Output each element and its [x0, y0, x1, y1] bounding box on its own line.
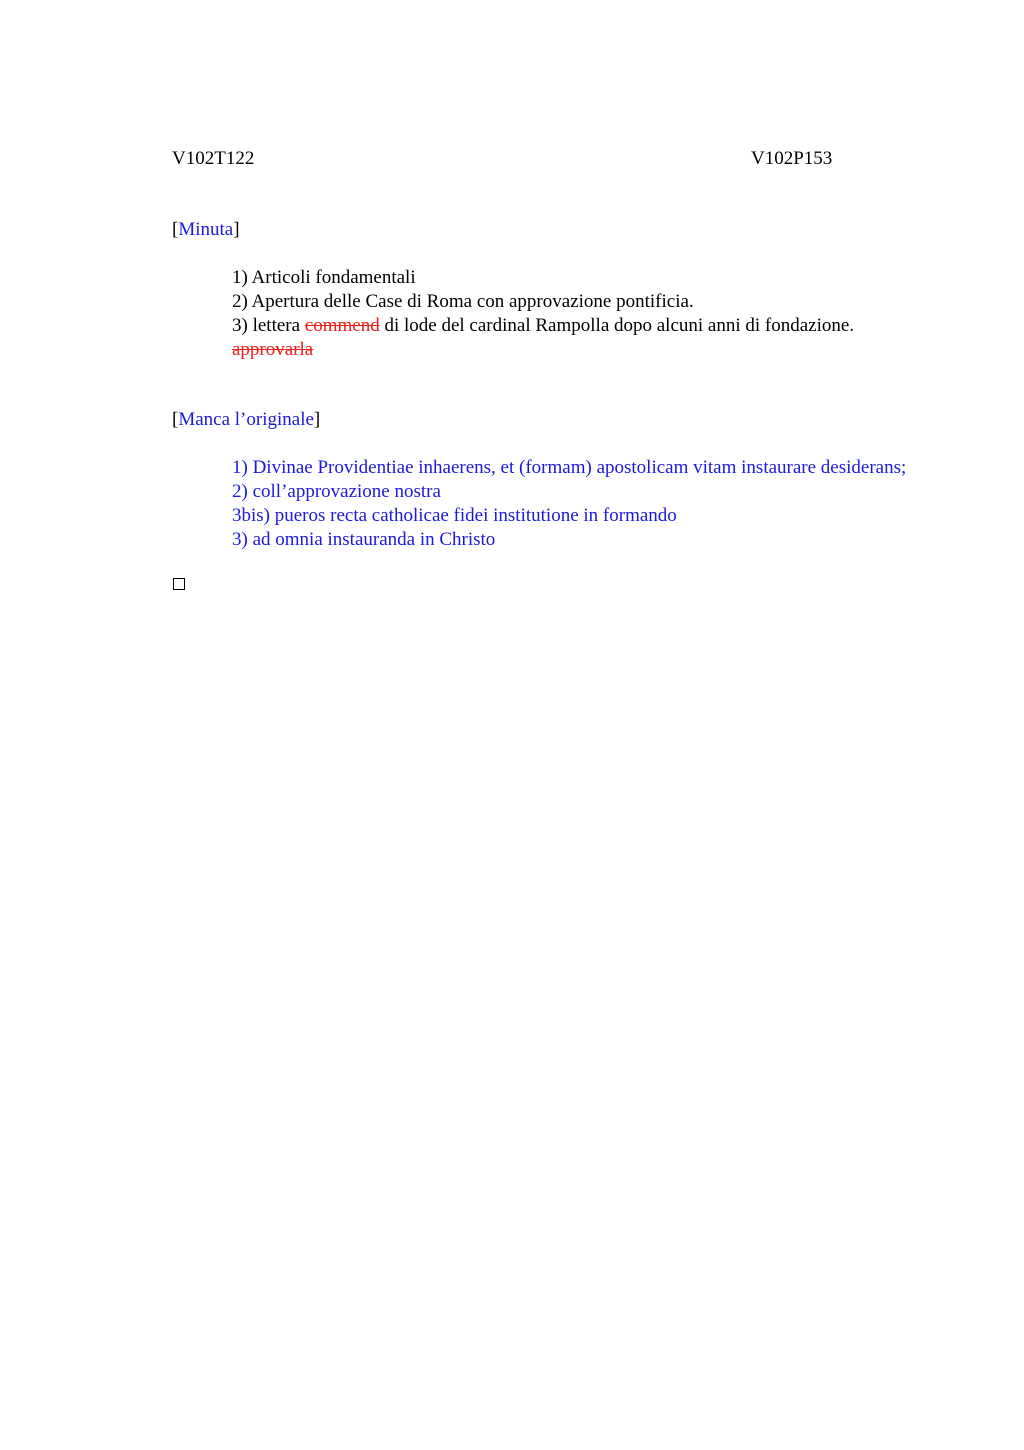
- originale-heading: [172, 408, 320, 432]
- originale-label: Manca l’originale: [178, 409, 314, 430]
- originale-item-3bis: 3bis) pueros recta catholicae fidei institutione in formando: [232, 505, 677, 526]
- bracket-close: ]: [233, 219, 240, 240]
- minuta-item-3: [172, 314, 932, 338]
- deleted-line: [172, 338, 932, 362]
- minuta-item-3-end: di lode del cardinal Rampolla dopo alcuni anni di fondazione.: [379, 315, 855, 336]
- deleted-word: commend: [304, 315, 380, 336]
- bracket-open: [: [172, 409, 179, 430]
- square-marker-icon: [173, 578, 185, 590]
- originale-item-2: 2) coll’approvazione nostra: [232, 481, 441, 502]
- minuta-item-3-start: 3) lettera: [232, 315, 305, 336]
- bracket-close: ]: [313, 409, 321, 430]
- minuta-item-2: 2) Apertura delle Case di Roma con approvazione pontificia.: [232, 291, 694, 312]
- originale-item-3: 3) ad omnia instauranda in Christo: [232, 529, 496, 550]
- bracket-open: [: [172, 219, 179, 240]
- minuta-list: [172, 266, 932, 362]
- document-code-left: V102T122: [172, 148, 255, 169]
- document-code-right: V102P153: [751, 148, 833, 169]
- originale-item-1: 1) Divinae Providentiae inhaerens, et (formam) apostolicam vitam instaurare desiderans;: [232, 457, 907, 478]
- originale-list: [172, 456, 932, 552]
- deleted-word-approvarla: approvarla: [232, 339, 314, 360]
- minuta-item-1: 1) Articoli fondamentali: [232, 267, 416, 288]
- minuta-heading: [172, 218, 240, 242]
- minuta-label: Minuta: [178, 219, 234, 240]
